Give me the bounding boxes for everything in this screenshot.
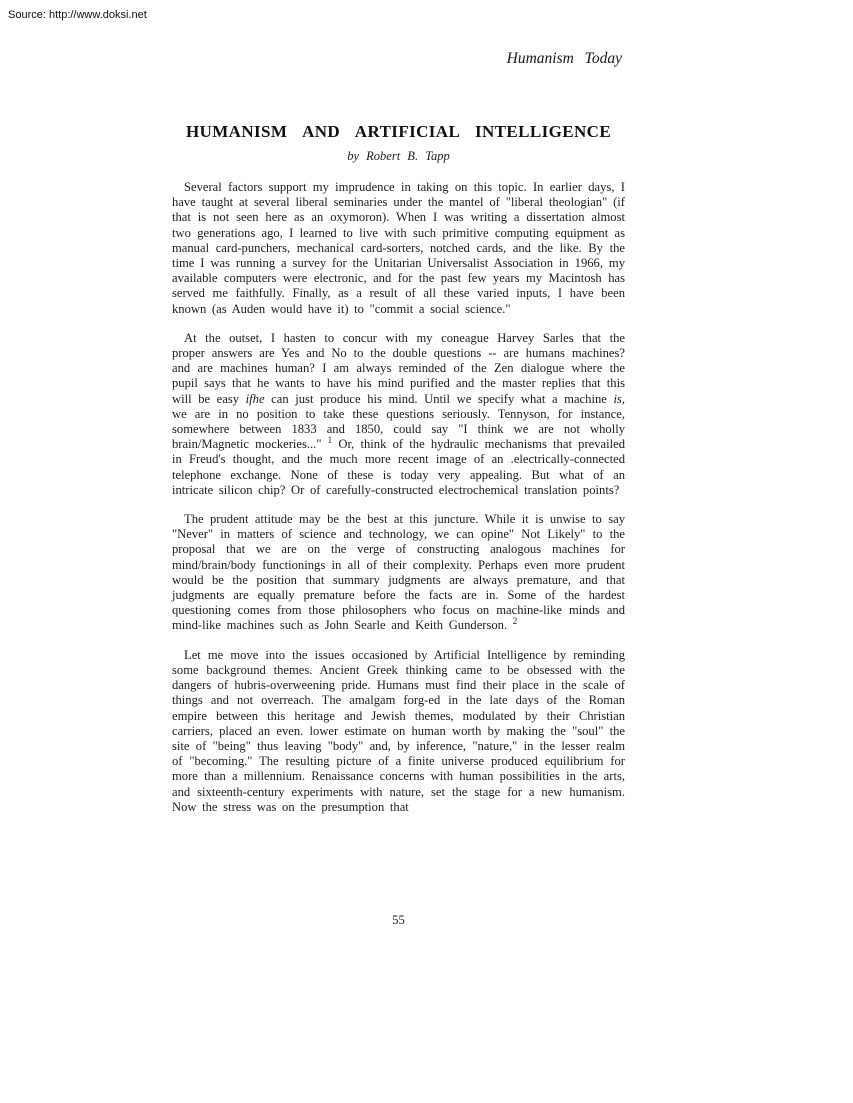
journal-title: Humanism Today — [506, 50, 622, 67]
paragraph-3: The prudent attitude may be the best at this juncture. While it is unwise to say "Never" in matters of science and technology, we can opine" Not Likely" to the proposal that we are on the verge of constructing analogous machines for mind/brain/body functionings in all of their complexity. Perhaps even more prudent would be the position that summary judgments are always premature, and that judgments are equally premature before the facts are in. Some of the hardest questioning comes from those philosophers who focus on machine-like minds and mind-like machines such as John Searle and Keith Gunderson. $^2$ — [172, 512, 625, 633]
page-number: 55 — [392, 913, 405, 927]
paragraph-2: At the outset, I hasten to concur with my coneague Harvey Sarles that the proper answers are Yes and No to the double questions -- are humans machines? and are machines human? I am always reminded of the Zen dialogue where the pupil says that he wants to have his mind purified and the master replies that this will be easy ifhe can just produce his mind. Until we specify what a machine is, we are in no position to take these questions seriously. Tennyson, for instance, somewhere between 1833 and 1850, could say "I think we are not wholly brain/Magnetic mockeries..." $^1$ Or, think of the hydraulic mechanisms that prevailed in Freud's thought, and the much more recent image of an .electrically-connected telephone exchange. None of these is today very appealing. But what of an intricate silicon chip? Or of carefully-constructed electrochemical translation points? — [172, 330, 625, 497]
article-title: HUMANISM AND ARTIFICIAL INTELLIGENCE — [185, 122, 612, 141]
article-byline: by Robert B. Tapp — [347, 149, 450, 163]
source-url-note: Source: http://www.doksi.net — [8, 9, 147, 21]
paragraph-1: Several factors support my imprudence in taking on this topic. In earlier days, I have taught at several liberal seminaries under the mantel of "liberal theologian" (if that is not seen here as an oxymoron). When I was writing a dissertation almost two generations ago, I learned to live with such primitive computing equipment as manual card-punchers, mechanical card-sorters, notched cards, and the like. By the time I was running a survey for the Unitarian Universalist Association in 1966, my available computers were electronic, and for the past few years my Macintosh has served me faithfully. Finally, as a result of all these varied inputs, I have been known (as Auden would have it) to "commit a social science." — [172, 180, 625, 316]
paragraph-4: Let me move into the issues occasioned by Artificial Intelligence by reminding some background themes. Ancient Greek thinking came to be obsessed with the dangers of hubris-overweening pride. Humans must find their place in the scale of things and not overreach. The amalgam forg-ed in the late days of the Roman empire between this heritage and Jewish themes, modulated by their Christian carriers, placed an even. lower estimate on human worth by making the "soul" the site of "being" thus leaving "body" and, by inference, "nature," in the lesser realm of "becoming." The resulting picture of a finite universe produced equilibrium for more than a millennium. Renaissance concerns with human possibilities in the arts, and sixteenth-century experiments with nature, set the stage for a new humanism. Now the stress was on the presumption that — [172, 647, 625, 814]
article-body — [172, 180, 625, 829]
